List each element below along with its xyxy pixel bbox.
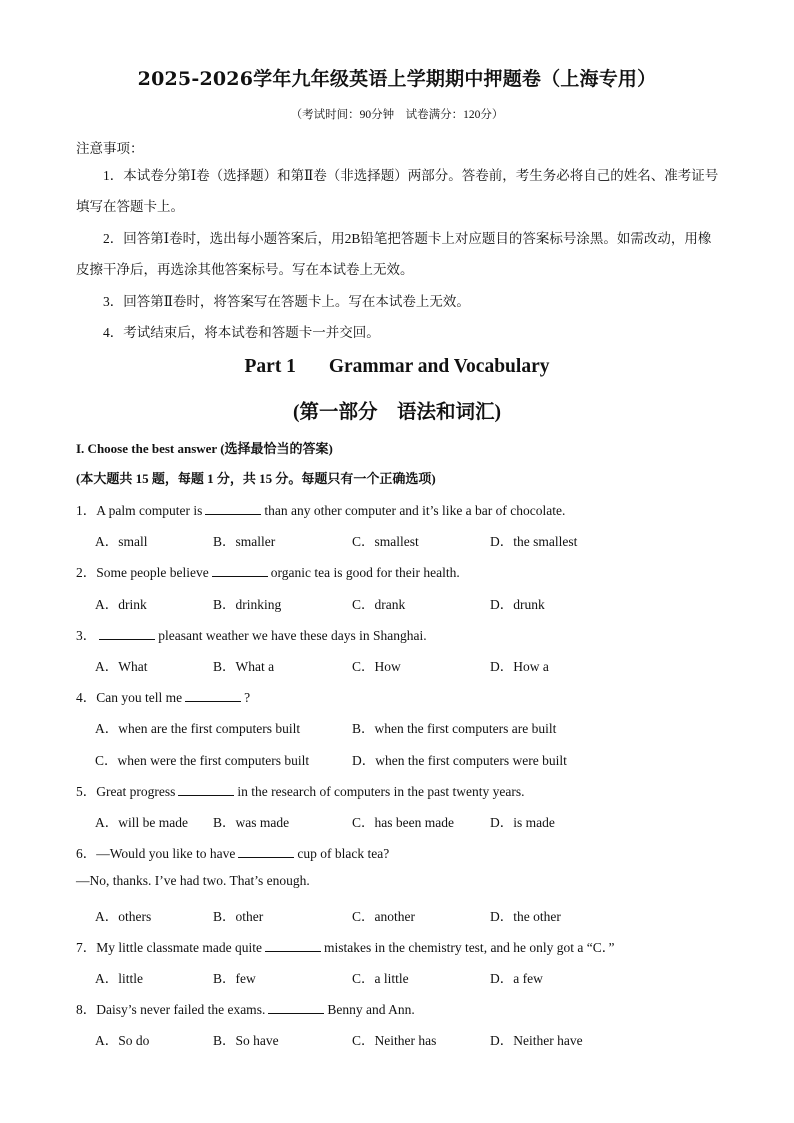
- option: C．another: [352, 909, 415, 924]
- question-3: [76, 624, 427, 644]
- part-label: Part 1: [244, 356, 296, 377]
- option: C．smallest: [352, 534, 419, 549]
- section-heading: I. Choose the best answer (选择最恰当的答案): [76, 441, 333, 456]
- question-8: [76, 998, 415, 1018]
- question-1: [76, 499, 565, 519]
- option: D．How a: [490, 659, 549, 674]
- question-stem: 2．Some people believe: [76, 565, 209, 580]
- option: D．is made: [490, 815, 555, 830]
- question-stem: 1．A palm computer is: [76, 503, 203, 518]
- section-instruction: (本大题共 15 题，每题 1 分，共 15 分。每题只有一个正确选项): [76, 471, 436, 486]
- answer-blank: [265, 939, 321, 952]
- option: B．when the first computers are built: [352, 721, 557, 736]
- option: A．What: [95, 659, 148, 674]
- question-stem: 5．Great progress: [76, 784, 176, 799]
- question-stem: 3．: [76, 628, 97, 643]
- question-7: [76, 936, 615, 956]
- option: B．What a: [213, 659, 275, 674]
- option: C．Neither has: [352, 1033, 437, 1048]
- part-title-cn: (第一部分 语法和词汇): [293, 402, 501, 423]
- option: D．drunk: [490, 597, 545, 612]
- option: A．drink: [95, 597, 147, 612]
- answer-blank: [99, 627, 155, 640]
- note-item: 4．考试结束后，将本试卷和答题卡一并交回。: [103, 325, 380, 340]
- part-name: Grammar and Vocabulary: [328, 356, 550, 377]
- option: C．drank: [352, 597, 406, 612]
- question-5: [76, 780, 525, 800]
- question-stem: 7．My little classmate made quite: [76, 940, 262, 955]
- question-6: [76, 842, 389, 862]
- question-stem: than any other computer and it’s like a bar of chocolate.: [264, 503, 566, 518]
- question-stem: cup of black tea?: [297, 846, 390, 861]
- option: A．will be made: [95, 815, 188, 830]
- option: A．when are the first computers built: [95, 721, 301, 736]
- option: D．Neither have: [490, 1033, 583, 1048]
- option: C．when were the first computers built: [95, 753, 310, 768]
- option: B．So have: [213, 1033, 279, 1048]
- question-stem: organic tea is good for their health.: [270, 565, 460, 580]
- question-stem: 8．Daisy’s never failed the exams.: [76, 1002, 266, 1017]
- answer-blank: [205, 502, 261, 515]
- question-stem: mistakes in the chemistry test, and he only got a “C．”: [323, 940, 615, 955]
- option: D．the other: [490, 909, 561, 924]
- note-item: 1．本试卷分第Ⅰ卷（选择题）和第Ⅱ卷（非选择题）两部分。答卷前，考生务必将自己的姓名、准考证号填写在答题卡上。: [76, 168, 719, 214]
- option: A．others: [95, 909, 152, 924]
- option: B．smaller: [213, 534, 276, 549]
- question-stem: ?: [244, 690, 251, 705]
- dialogue-reply: —No, thanks. I’ve had two. That’s enough.: [76, 873, 310, 888]
- option: B．other: [213, 909, 264, 924]
- question-stem: Benny and Ann.: [327, 1002, 415, 1017]
- option: A．little: [95, 971, 143, 986]
- answer-blank: [268, 1001, 324, 1014]
- option: B．was made: [213, 815, 290, 830]
- option: B．few: [213, 971, 256, 986]
- question-stem: in the research of computers in the past twenty years.: [237, 784, 525, 799]
- exam-subtitle: （考试时间：90分钟 试卷满分：120分）: [290, 109, 504, 121]
- question-stem: 4．Can you tell me: [76, 690, 183, 705]
- note-item: 3．回答第Ⅱ卷时，将答案写在答题卡上。写在本试卷上无效。: [103, 294, 470, 309]
- option: D．when the first computers were built: [352, 753, 567, 768]
- option: C．a little: [352, 971, 409, 986]
- question-4: [76, 686, 250, 706]
- exam-title: 2025-2026学年九年级英语上学期期中押题卷（上海专用）: [137, 68, 657, 90]
- answer-blank: [212, 564, 268, 577]
- option: B．drinking: [213, 597, 282, 612]
- notes-heading: 注意事项：: [76, 141, 144, 156]
- option: C．How: [352, 659, 401, 674]
- question-stem: pleasant weather we have these days in Shanghai.: [158, 628, 427, 643]
- note-item: 2．回答第Ⅰ卷时，选出每小题答案后，用2B铅笔把答题卡上对应题目的答案标号涂黑。如需改动，用橡皮擦干净后，再选涂其他答案标号。写在本试卷上无效。: [76, 231, 712, 277]
- answer-blank: [238, 845, 294, 858]
- part-title: [0, 356, 794, 378]
- question-stem: 6．—Would you like to have: [76, 846, 236, 861]
- answer-blank: [178, 783, 234, 796]
- option: A．small: [95, 534, 148, 549]
- option: D．a few: [490, 971, 543, 986]
- option: C．has been made: [352, 815, 454, 830]
- option: D．the smallest: [490, 534, 578, 549]
- answer-blank: [185, 689, 241, 702]
- option: A．So do: [95, 1033, 150, 1048]
- question-2: [76, 561, 460, 581]
